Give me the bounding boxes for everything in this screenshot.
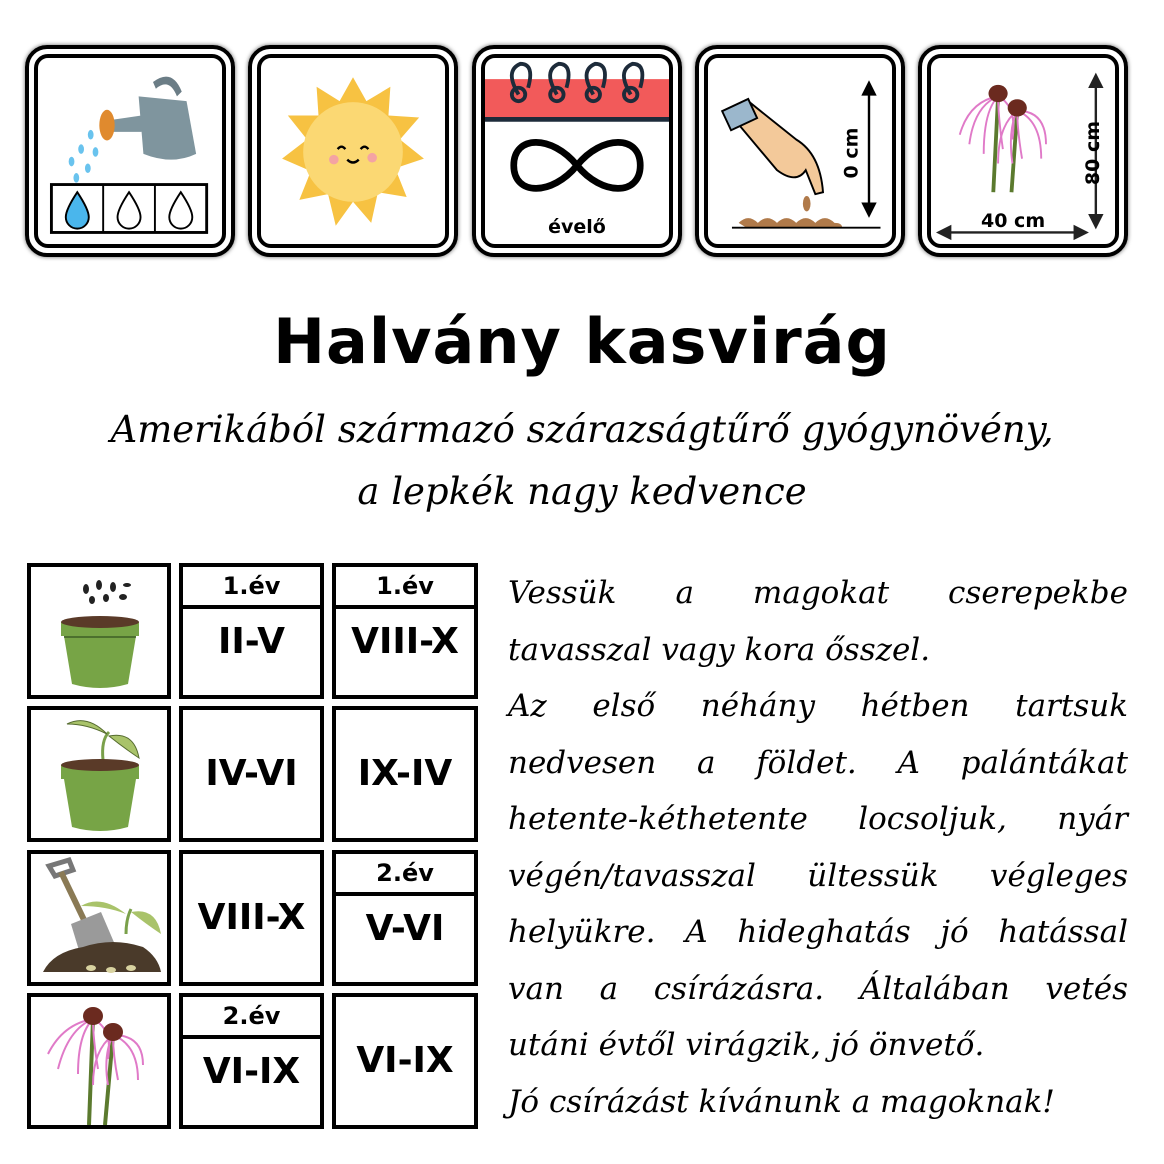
seed-pot-icon	[31, 567, 167, 695]
month-range: VI-IX	[356, 1040, 454, 1081]
month-range: IX-IV	[357, 753, 453, 794]
description-line: nedvesen a földet. A palántákat	[508, 744, 1128, 781]
year-header: 1.év	[183, 567, 320, 609]
sowing-stage-image	[27, 563, 171, 699]
description-line: hetente-kéthetente locsoljuk, nyár	[508, 801, 1128, 837]
plant-size-card	[918, 45, 1128, 257]
description-line: tavasszal vagy kora ősszel.	[508, 631, 931, 668]
subtitle-line-1: Amerikából származó szárazságtűrő gyógynövény,	[110, 408, 1054, 451]
lifecycle-card	[472, 45, 682, 257]
schedule-cell	[179, 706, 324, 842]
description-line: utáni évtől virágzik, jó önvető.	[508, 1027, 985, 1063]
sun-card	[248, 45, 458, 257]
watering-can-icon	[38, 58, 222, 244]
subtitle-line-2: a lepkék nagy kedvence	[357, 470, 807, 513]
sowing-depth-label: 0 cm	[840, 127, 863, 179]
schedule-cell	[332, 993, 478, 1129]
month-range: VI-IX	[202, 1051, 301, 1092]
flowering-stage-image	[27, 993, 171, 1129]
month-range: II-V	[218, 621, 285, 662]
page-title: Halvány kasvirág	[273, 305, 891, 378]
month-range: VIII-X	[351, 621, 459, 662]
shovel-seedling-icon	[31, 854, 167, 982]
plant-width-label: 40 cm	[981, 210, 1046, 232]
schedule-cell	[179, 850, 324, 986]
description-line: Az első néhány hétben tartsuk	[508, 688, 1128, 724]
schedule-cell	[179, 563, 324, 699]
month-range: V-VI	[365, 908, 445, 949]
plant-height-label: 80 cm	[1082, 120, 1105, 186]
description-line: helyükre. A hideghatás jó hatással	[508, 914, 1128, 950]
schedule-cell	[332, 706, 478, 842]
seedling-stage-image	[27, 706, 171, 842]
description-line: van a csírázásra. Általában vetés	[508, 970, 1128, 1007]
description-line: Jó csírázást kívánunk a magoknak!	[508, 1083, 1055, 1120]
sun-icon	[261, 58, 445, 244]
seedling-pot-icon	[31, 710, 167, 838]
watering-card	[25, 45, 235, 257]
sowing-depth-card	[695, 45, 905, 257]
schedule-cell	[332, 563, 478, 699]
schedule-cell	[332, 850, 478, 986]
hand-sowing-seed-icon	[708, 58, 892, 244]
echinacea-flower-icon	[31, 997, 167, 1125]
year-header: 2.év	[183, 997, 320, 1039]
month-range: VIII-X	[197, 897, 306, 938]
year-header: 2.év	[336, 854, 474, 896]
schedule-cell	[179, 993, 324, 1129]
description-line: Vessük a magokat cserepekbe	[508, 575, 1128, 611]
year-header: 1.év	[336, 567, 474, 609]
month-range: IV-VI	[205, 753, 298, 794]
lifecycle-label: évelő	[548, 216, 606, 238]
planting-stage-image	[27, 850, 171, 986]
description-line: végén/tavasszal ültessük végleges	[508, 857, 1128, 894]
description-text	[508, 565, 1128, 1130]
